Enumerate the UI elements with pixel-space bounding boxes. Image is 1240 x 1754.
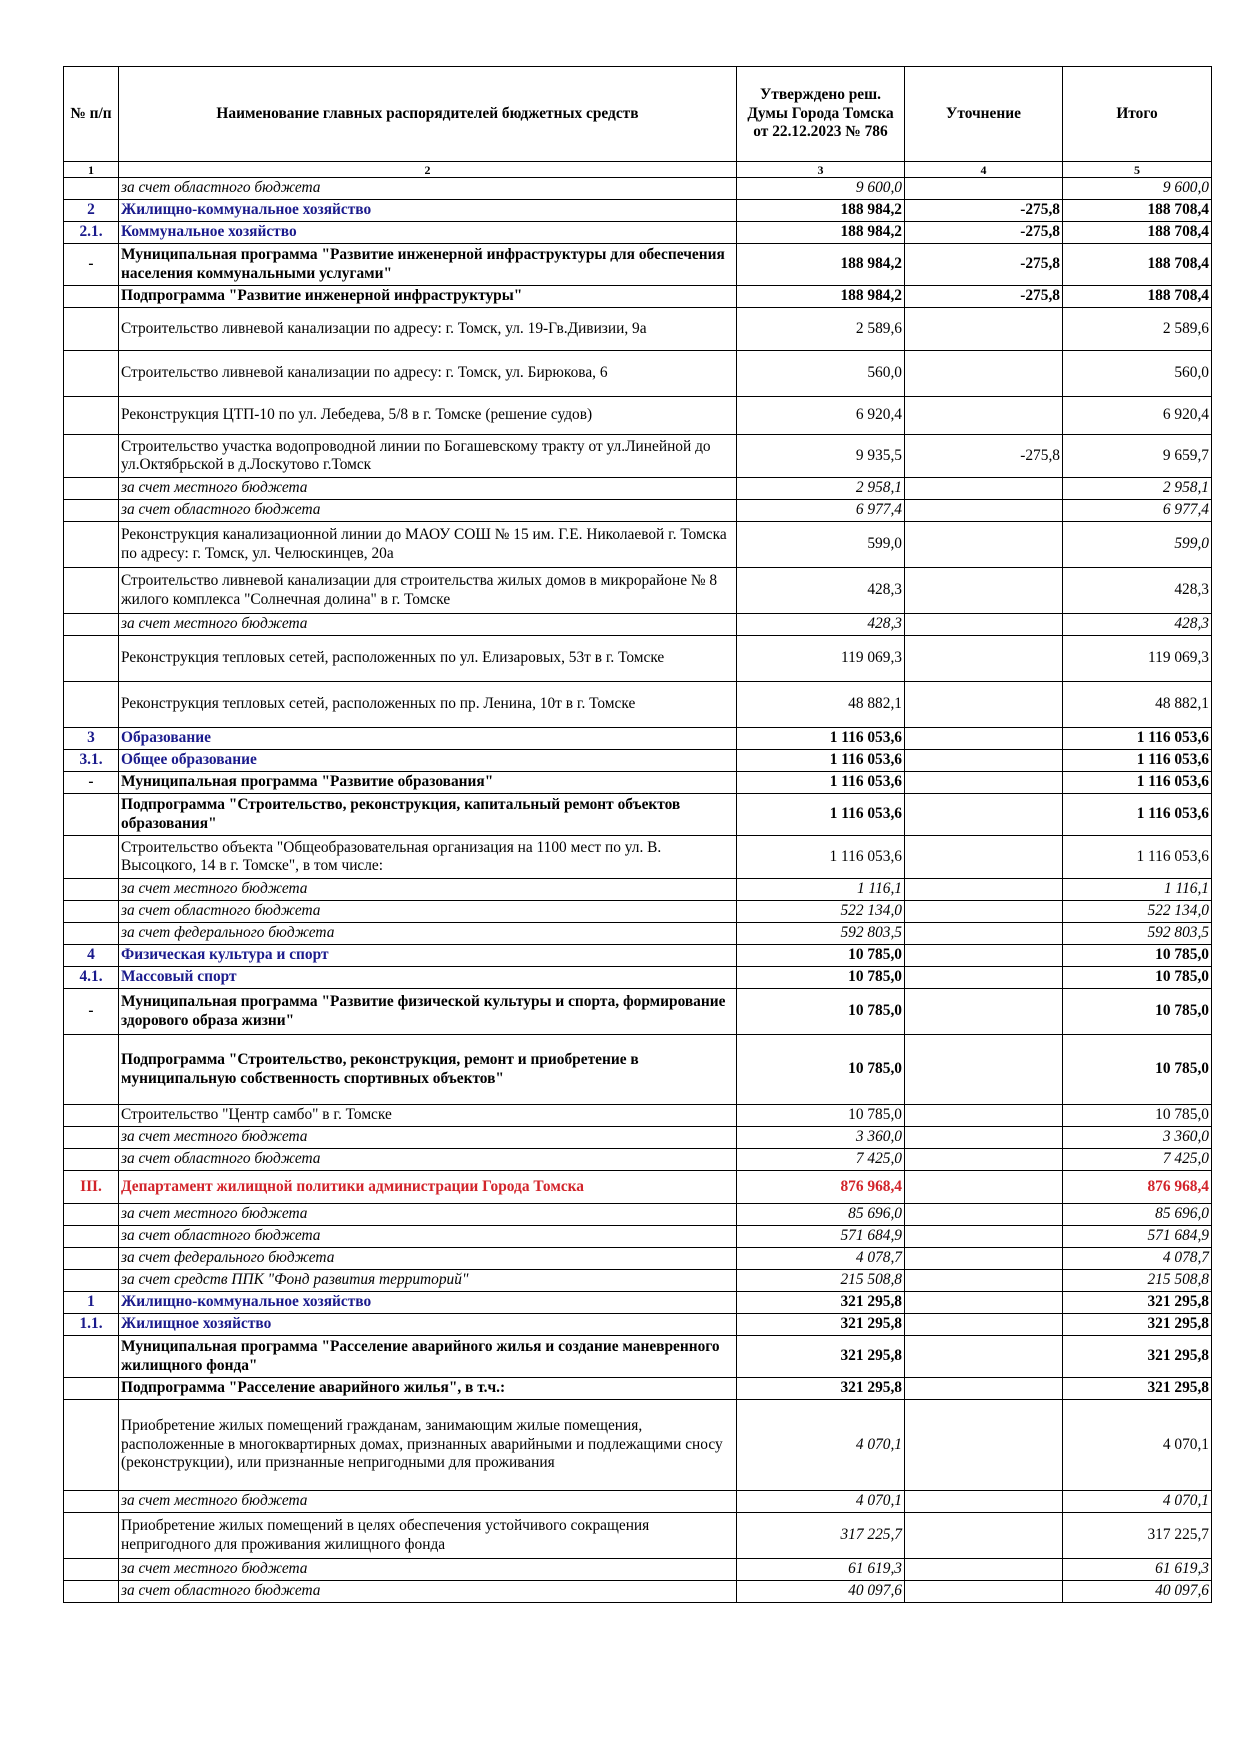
table-row [64, 923, 1212, 945]
row-approved: 7 425,0 [737, 1149, 905, 1171]
header-col-change: Уточнение [905, 67, 1063, 162]
row-name: за счет областного бюджета [119, 1149, 737, 1171]
table-row [64, 879, 1212, 901]
row-approved: 188 984,2 [737, 286, 905, 308]
table-row [64, 286, 1212, 308]
row-total: 3 360,0 [1063, 1127, 1212, 1149]
row-total: 215 508,8 [1063, 1270, 1212, 1292]
row-approved: 4 070,1 [737, 1400, 905, 1491]
row-total: 428,3 [1063, 568, 1212, 614]
row-total: 321 295,8 [1063, 1292, 1212, 1314]
row-approved: 592 803,5 [737, 923, 905, 945]
table-row [64, 1378, 1212, 1400]
row-approved: 560,0 [737, 351, 905, 397]
row-total: 560,0 [1063, 351, 1212, 397]
row-number [64, 435, 119, 478]
row-total: 4 070,1 [1063, 1491, 1212, 1513]
row-change [905, 636, 1063, 682]
row-name: за счет областного бюджета [119, 1226, 737, 1248]
table-row [64, 794, 1212, 836]
table-row [64, 308, 1212, 351]
row-name: за счет областного бюджета [119, 500, 737, 522]
row-number [64, 1491, 119, 1513]
table-row [64, 1336, 1212, 1378]
table-row [64, 1105, 1212, 1127]
row-total: 317 225,7 [1063, 1513, 1212, 1559]
row-approved: 428,3 [737, 568, 905, 614]
row-name: Общее образование [119, 750, 737, 772]
row-approved: 10 785,0 [737, 967, 905, 989]
table-row [64, 728, 1212, 750]
row-number [64, 1248, 119, 1270]
row-change [905, 1171, 1063, 1204]
table-body [64, 178, 1212, 1603]
row-total: 9 659,7 [1063, 435, 1212, 478]
row-name: Строительство участка водопроводной линии по Богашевскому тракту от ул.Линейной до ул.Октябрьской в д.Лоскутово г.Томск [119, 435, 737, 478]
row-change [905, 989, 1063, 1035]
row-name: Муниципальная программа "Расселение аварийного жилья и создание маневренного жилищного фонда" [119, 1336, 737, 1378]
row-change [905, 1400, 1063, 1491]
row-approved: 188 984,2 [737, 200, 905, 222]
row-approved: 10 785,0 [737, 1105, 905, 1127]
row-number [64, 1035, 119, 1105]
row-total: 48 882,1 [1063, 682, 1212, 728]
row-change [905, 500, 1063, 522]
header-col-number: № п/п [64, 67, 119, 162]
row-total: 1 116,1 [1063, 879, 1212, 901]
row-name: Подпрограмма "Расселение аварийного жилья", в т.ч.: [119, 1378, 737, 1400]
row-change [905, 1226, 1063, 1248]
table-row [64, 397, 1212, 435]
row-total: 6 920,4 [1063, 397, 1212, 435]
row-approved: 2 589,6 [737, 308, 905, 351]
row-approved: 4 078,7 [737, 1248, 905, 1270]
table-row [64, 836, 1212, 879]
row-total: 61 619,3 [1063, 1559, 1212, 1581]
row-name: Подпрограмма "Развитие инженерной инфраструктуры" [119, 286, 737, 308]
table-row [64, 750, 1212, 772]
row-name: Образование [119, 728, 737, 750]
row-change: -275,8 [905, 435, 1063, 478]
table-row [64, 568, 1212, 614]
row-name: Подпрограмма "Строительство, реконструкция, ремонт и приобретение в муниципальную собственность спортивных объектов" [119, 1035, 737, 1105]
row-total: 321 295,8 [1063, 1336, 1212, 1378]
row-number [64, 568, 119, 614]
header-col-name: Наименование главных распорядителей бюджетных средств [119, 67, 737, 162]
row-change [905, 1105, 1063, 1127]
row-name: Приобретение жилых помещений в целях обеспечения устойчивого сокращения непригодного для проживания жилищного фонда [119, 1513, 737, 1559]
row-total: 1 116 053,6 [1063, 794, 1212, 836]
column-number-row [64, 162, 1212, 178]
table-row [64, 244, 1212, 286]
row-change [905, 836, 1063, 879]
row-change [905, 478, 1063, 500]
row-number [64, 879, 119, 901]
row-name: Жилищно-коммунальное хозяйство [119, 200, 737, 222]
row-approved: 6 977,4 [737, 500, 905, 522]
row-name: за счет областного бюджета [119, 178, 737, 200]
row-number: 4.1. [64, 967, 119, 989]
document-page [63, 66, 1211, 1603]
row-change [905, 308, 1063, 351]
row-change [905, 901, 1063, 923]
table-row [64, 435, 1212, 478]
row-number [64, 500, 119, 522]
budget-table [63, 66, 1212, 1603]
table-row [64, 1149, 1212, 1171]
row-change [905, 1035, 1063, 1105]
row-name: Массовый спорт [119, 967, 737, 989]
row-change [905, 923, 1063, 945]
row-approved: 85 696,0 [737, 1204, 905, 1226]
row-change [905, 1378, 1063, 1400]
table-row [64, 1314, 1212, 1336]
row-name: за счет местного бюджета [119, 478, 737, 500]
row-total: 4 070,1 [1063, 1400, 1212, 1491]
row-change [905, 1581, 1063, 1603]
table-row [64, 1270, 1212, 1292]
row-change [905, 1149, 1063, 1171]
row-total: 2 589,6 [1063, 308, 1212, 351]
row-name: за счет федерального бюджета [119, 1248, 737, 1270]
table-row [64, 1491, 1212, 1513]
row-number [64, 1581, 119, 1603]
row-approved: 4 070,1 [737, 1491, 905, 1513]
table-row [64, 967, 1212, 989]
row-total: 321 295,8 [1063, 1378, 1212, 1400]
row-name: Строительство "Центр самбо" в г. Томске [119, 1105, 737, 1127]
row-change [905, 522, 1063, 568]
row-number [64, 1513, 119, 1559]
row-total: 188 708,4 [1063, 222, 1212, 244]
row-number [64, 286, 119, 308]
table-row [64, 1204, 1212, 1226]
row-number [64, 1336, 119, 1378]
table-row [64, 200, 1212, 222]
row-number: 3.1. [64, 750, 119, 772]
row-approved: 317 225,7 [737, 1513, 905, 1559]
row-number [64, 636, 119, 682]
row-change [905, 1314, 1063, 1336]
table-row [64, 1248, 1212, 1270]
row-name: за счет средств ППК "Фонд развития территорий" [119, 1270, 737, 1292]
row-approved: 9 600,0 [737, 178, 905, 200]
row-total: 10 785,0 [1063, 1105, 1212, 1127]
table-row [64, 1127, 1212, 1149]
row-name: Строительство ливневой канализации по адресу: г. Томск, ул. 19-Гв.Дивизии, 9а [119, 308, 737, 351]
table-row [64, 636, 1212, 682]
row-change: -275,8 [905, 222, 1063, 244]
row-number [64, 682, 119, 728]
row-name: за счет местного бюджета [119, 1204, 737, 1226]
row-change [905, 772, 1063, 794]
table-row [64, 682, 1212, 728]
row-approved: 61 619,3 [737, 1559, 905, 1581]
table-row [64, 945, 1212, 967]
row-change [905, 351, 1063, 397]
row-approved: 428,3 [737, 614, 905, 636]
row-total: 188 708,4 [1063, 244, 1212, 286]
row-name: за счет областного бюджета [119, 901, 737, 923]
table-row [64, 901, 1212, 923]
row-change [905, 1127, 1063, 1149]
row-name: Муниципальная программа "Развитие инженерной инфраструктуры для обеспечения населения коммунальными услугами" [119, 244, 737, 286]
column-number: 1 [64, 162, 119, 178]
header-col-total: Итого [1063, 67, 1212, 162]
row-number [64, 1226, 119, 1248]
row-total: 10 785,0 [1063, 945, 1212, 967]
row-change [905, 397, 1063, 435]
row-total: 321 295,8 [1063, 1314, 1212, 1336]
row-name: Департамент жилищной политики администрации Города Томска [119, 1171, 737, 1204]
row-approved: 1 116 053,6 [737, 772, 905, 794]
row-number: - [64, 244, 119, 286]
row-total: 522 134,0 [1063, 901, 1212, 923]
row-name: Подпрограмма "Строительство, реконструкция, капитальный ремонт объектов образования" [119, 794, 737, 836]
row-total: 1 116 053,6 [1063, 750, 1212, 772]
column-number: 3 [737, 162, 905, 178]
row-approved: 1 116 053,6 [737, 728, 905, 750]
row-approved: 188 984,2 [737, 222, 905, 244]
row-total: 10 785,0 [1063, 989, 1212, 1035]
table-header-row [64, 67, 1212, 162]
row-approved: 10 785,0 [737, 945, 905, 967]
row-total: 10 785,0 [1063, 1035, 1212, 1105]
row-name: Строительство ливневой канализации для строительства жилых домов в микрорайоне № 8 жилого комплекса "Солнечная долина" в г. Томске [119, 568, 737, 614]
row-change [905, 1559, 1063, 1581]
row-change [905, 1248, 1063, 1270]
row-approved: 48 882,1 [737, 682, 905, 728]
row-number: 1 [64, 1292, 119, 1314]
row-number [64, 1149, 119, 1171]
row-approved: 321 295,8 [737, 1378, 905, 1400]
row-approved: 215 508,8 [737, 1270, 905, 1292]
table-row [64, 222, 1212, 244]
row-approved: 1 116,1 [737, 879, 905, 901]
row-change [905, 568, 1063, 614]
row-approved: 2 958,1 [737, 478, 905, 500]
table-row [64, 1226, 1212, 1248]
row-name: Жилищно-коммунальное хозяйство [119, 1292, 737, 1314]
row-total: 571 684,9 [1063, 1226, 1212, 1248]
row-number [64, 794, 119, 836]
row-approved: 1 116 053,6 [737, 836, 905, 879]
row-total: 428,3 [1063, 614, 1212, 636]
column-number: 5 [1063, 162, 1212, 178]
row-total: 7 425,0 [1063, 1149, 1212, 1171]
table-row [64, 1559, 1212, 1581]
row-number [64, 1270, 119, 1292]
table-row [64, 1513, 1212, 1559]
row-number: 4 [64, 945, 119, 967]
row-number [64, 1559, 119, 1581]
row-total: 592 803,5 [1063, 923, 1212, 945]
table-row [64, 1035, 1212, 1105]
table-row [64, 772, 1212, 794]
row-total: 1 116 053,6 [1063, 836, 1212, 879]
row-number: III. [64, 1171, 119, 1204]
row-number [64, 178, 119, 200]
row-change [905, 1336, 1063, 1378]
row-change [905, 967, 1063, 989]
row-change [905, 728, 1063, 750]
row-name: Реконструкция ЦТП-10 по ул. Лебедева, 5/8 в г. Томске (решение судов) [119, 397, 737, 435]
row-change [905, 1204, 1063, 1226]
row-total: 4 078,7 [1063, 1248, 1212, 1270]
table-row [64, 614, 1212, 636]
table-row [64, 1171, 1212, 1204]
row-name: Приобретение жилых помещений гражданам, занимающим жилые помещения, расположенные в многоквартирных домах, признанных аварийными и подлежащими сносу (реконструкции), или признанные непригодными для проживания [119, 1400, 737, 1491]
row-total: 188 708,4 [1063, 200, 1212, 222]
row-change [905, 1513, 1063, 1559]
row-name: Физическая культура и спорт [119, 945, 737, 967]
row-number: - [64, 989, 119, 1035]
table-row [64, 1292, 1212, 1314]
row-name: за счет местного бюджета [119, 1127, 737, 1149]
row-number [64, 397, 119, 435]
row-change: -275,8 [905, 244, 1063, 286]
row-name: Реконструкция канализационной линии до МАОУ СОШ № 15 им. Г.Е. Николаевой г. Томска по адресу: г. Томск, ул. Челюскинцев, 20а [119, 522, 737, 568]
row-number: 3 [64, 728, 119, 750]
row-approved: 40 097,6 [737, 1581, 905, 1603]
table-row [64, 1581, 1212, 1603]
row-number [64, 1400, 119, 1491]
row-total: 1 116 053,6 [1063, 728, 1212, 750]
row-approved: 188 984,2 [737, 244, 905, 286]
row-change [905, 879, 1063, 901]
row-name: Реконструкция тепловых сетей, расположенных по ул. Елизаровых, 53т в г. Томске [119, 636, 737, 682]
table-row [64, 989, 1212, 1035]
row-approved: 876 968,4 [737, 1171, 905, 1204]
row-name: за счет федерального бюджета [119, 923, 737, 945]
row-name: за счет местного бюджета [119, 1491, 737, 1513]
row-number: - [64, 772, 119, 794]
row-number [64, 901, 119, 923]
row-number [64, 923, 119, 945]
row-name: за счет местного бюджета [119, 1559, 737, 1581]
table-row [64, 500, 1212, 522]
row-approved: 3 360,0 [737, 1127, 905, 1149]
row-name: Жилищное хозяйство [119, 1314, 737, 1336]
row-total: 1 116 053,6 [1063, 772, 1212, 794]
row-number [64, 478, 119, 500]
row-change [905, 1491, 1063, 1513]
row-approved: 321 295,8 [737, 1314, 905, 1336]
row-total: 9 600,0 [1063, 178, 1212, 200]
row-approved: 1 116 053,6 [737, 794, 905, 836]
row-change [905, 682, 1063, 728]
row-name: за счет областного бюджета [119, 1581, 737, 1603]
row-approved: 119 069,3 [737, 636, 905, 682]
row-approved: 9 935,5 [737, 435, 905, 478]
row-number [64, 522, 119, 568]
row-number [64, 614, 119, 636]
row-name: Коммунальное хозяйство [119, 222, 737, 244]
row-number [64, 1105, 119, 1127]
row-number [64, 836, 119, 879]
row-total: 6 977,4 [1063, 500, 1212, 522]
header-col-approved: Утверждено реш. Думы Города Томска от 22.12.2023 № 786 [737, 67, 905, 162]
row-total: 85 696,0 [1063, 1204, 1212, 1226]
row-name: за счет местного бюджета [119, 879, 737, 901]
row-change [905, 1292, 1063, 1314]
row-change [905, 945, 1063, 967]
row-number: 2.1. [64, 222, 119, 244]
row-name: Строительство объекта "Общеобразовательная организация на 1100 мест по ул. В. Высоцкого, 14 в г. Томске", в том числе: [119, 836, 737, 879]
row-number: 2 [64, 200, 119, 222]
row-change [905, 178, 1063, 200]
table-row [64, 351, 1212, 397]
row-approved: 321 295,8 [737, 1292, 905, 1314]
row-total: 599,0 [1063, 522, 1212, 568]
row-number [64, 308, 119, 351]
row-number [64, 1204, 119, 1226]
row-number [64, 351, 119, 397]
column-number: 4 [905, 162, 1063, 178]
row-number [64, 1378, 119, 1400]
row-total: 2 958,1 [1063, 478, 1212, 500]
row-approved: 571 684,9 [737, 1226, 905, 1248]
row-change [905, 614, 1063, 636]
row-change [905, 750, 1063, 772]
row-name: за счет местного бюджета [119, 614, 737, 636]
row-total: 188 708,4 [1063, 286, 1212, 308]
row-approved: 599,0 [737, 522, 905, 568]
row-approved: 522 134,0 [737, 901, 905, 923]
table-row [64, 522, 1212, 568]
row-approved: 321 295,8 [737, 1336, 905, 1378]
row-name: Строительство ливневой канализации по адресу: г. Томск, ул. Бирюкова, 6 [119, 351, 737, 397]
table-row [64, 1400, 1212, 1491]
row-change: -275,8 [905, 286, 1063, 308]
row-name: Муниципальная программа "Развитие физической культуры и спорта, формирование здорового образа жизни" [119, 989, 737, 1035]
row-change [905, 794, 1063, 836]
row-approved: 10 785,0 [737, 1035, 905, 1105]
table-row [64, 178, 1212, 200]
row-approved: 1 116 053,6 [737, 750, 905, 772]
row-total: 876 968,4 [1063, 1171, 1212, 1204]
row-name: Реконструкция тепловых сетей, расположенных по пр. Ленина, 10т в г. Томске [119, 682, 737, 728]
row-number [64, 1127, 119, 1149]
column-number: 2 [119, 162, 737, 178]
row-total: 10 785,0 [1063, 967, 1212, 989]
row-total: 40 097,6 [1063, 1581, 1212, 1603]
row-approved: 10 785,0 [737, 989, 905, 1035]
row-change [905, 1270, 1063, 1292]
row-number: 1.1. [64, 1314, 119, 1336]
row-total: 119 069,3 [1063, 636, 1212, 682]
row-change: -275,8 [905, 200, 1063, 222]
row-approved: 6 920,4 [737, 397, 905, 435]
table-row [64, 478, 1212, 500]
row-name: Муниципальная программа "Развитие образования" [119, 772, 737, 794]
